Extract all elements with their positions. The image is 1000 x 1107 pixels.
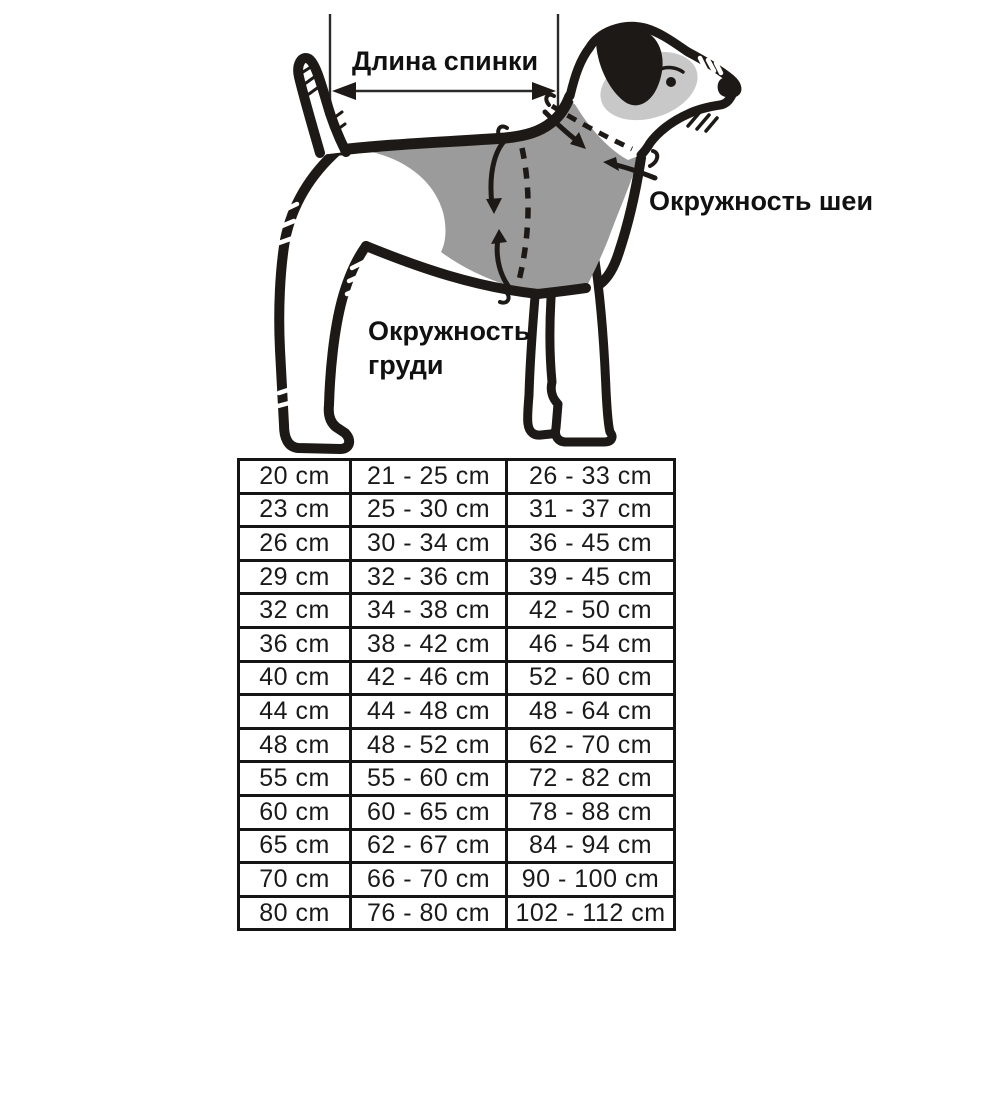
table-row [239, 560, 675, 594]
back-length-guide [330, 14, 558, 143]
size-cell: 48 - 52 cm [351, 728, 507, 762]
size-cell: 20 cm [239, 460, 351, 494]
back-length-label: Длина спинки [352, 46, 539, 76]
size-cell: 44 - 48 cm [351, 695, 507, 729]
neck-girth-label: Окружность шеи [649, 186, 874, 216]
table-row [239, 795, 675, 829]
size-cell: 26 cm [239, 527, 351, 561]
size-cell: 26 - 33 cm [507, 460, 675, 494]
size-cell: 72 - 82 cm [507, 762, 675, 796]
size-cell: 102 - 112 cm [507, 896, 675, 930]
size-cell: 60 cm [239, 795, 351, 829]
size-cell: 60 - 65 cm [351, 795, 507, 829]
size-cell: 78 - 88 cm [507, 795, 675, 829]
size-cell: 36 - 45 cm [507, 527, 675, 561]
size-cell: 62 - 67 cm [351, 829, 507, 863]
size-cell: 25 - 30 cm [351, 493, 507, 527]
size-cell: 62 - 70 cm [507, 728, 675, 762]
size-cell: 52 - 60 cm [507, 661, 675, 695]
table-row [239, 661, 675, 695]
size-cell: 46 - 54 cm [507, 627, 675, 661]
table-row [239, 863, 675, 897]
table-row [239, 627, 675, 661]
table-row [239, 829, 675, 863]
size-cell: 65 cm [239, 829, 351, 863]
size-cell: 44 cm [239, 695, 351, 729]
size-table [237, 458, 676, 931]
size-cell: 70 cm [239, 863, 351, 897]
size-cell: 84 - 94 cm [507, 829, 675, 863]
size-cell: 30 - 34 cm [351, 527, 507, 561]
size-cell: 32 - 36 cm [351, 560, 507, 594]
table-row [239, 728, 675, 762]
size-cell: 40 cm [239, 661, 351, 695]
table-row [239, 695, 675, 729]
size-cell: 34 - 38 cm [351, 594, 507, 628]
size-cell: 36 cm [239, 627, 351, 661]
size-cell: 55 cm [239, 762, 351, 796]
size-cell: 23 cm [239, 493, 351, 527]
size-cell: 55 - 60 cm [351, 762, 507, 796]
size-cell: 42 - 46 cm [351, 661, 507, 695]
eye [666, 77, 676, 87]
size-cell: 31 - 37 cm [507, 493, 675, 527]
size-cell: 39 - 45 cm [507, 560, 675, 594]
size-cell: 21 - 25 cm [351, 460, 507, 494]
size-cell: 32 cm [239, 594, 351, 628]
size-cell: 80 cm [239, 896, 351, 930]
table-row [239, 762, 675, 796]
table-row [239, 460, 675, 494]
size-cell: 66 - 70 cm [351, 863, 507, 897]
chest-girth-label: Окружность груди [368, 316, 531, 380]
size-cell: 76 - 80 cm [351, 896, 507, 930]
size-cell: 90 - 100 cm [507, 863, 675, 897]
size-cell: 42 - 50 cm [507, 594, 675, 628]
size-cell: 29 cm [239, 560, 351, 594]
table-row [239, 527, 675, 561]
dog-tail [298, 58, 346, 155]
table-row [239, 896, 675, 930]
table-row [239, 493, 675, 527]
size-cell: 48 - 64 cm [507, 695, 675, 729]
table-row [239, 594, 675, 628]
size-cell: 48 cm [239, 728, 351, 762]
size-cell: 38 - 42 cm [351, 627, 507, 661]
